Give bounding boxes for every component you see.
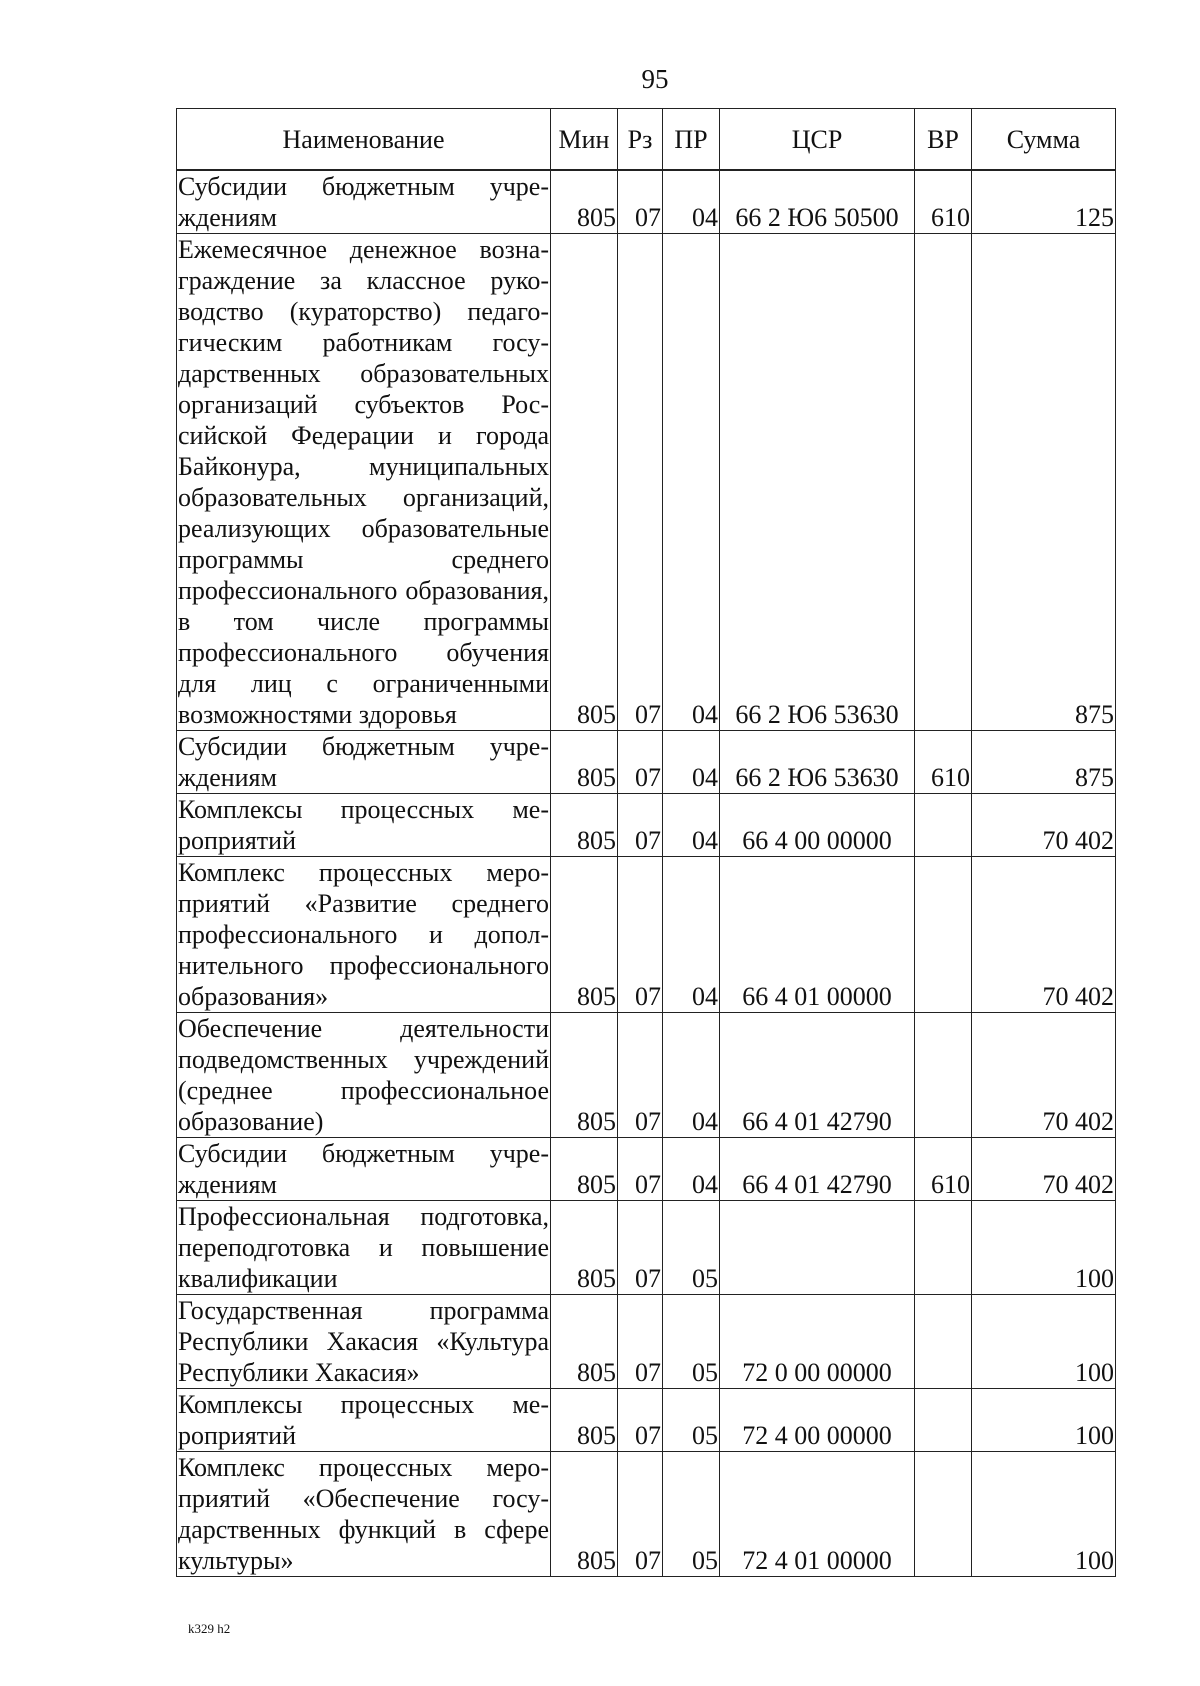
header-vr: ВР [915, 109, 972, 171]
header-name: Наименование [177, 109, 551, 171]
cell-name: Обеспечение деятельности подведомственных учреждений (среднее профессиональное образование) [178, 1014, 549, 1136]
cell-rz: 07 [618, 1295, 663, 1389]
cell-min: 805 [551, 1201, 618, 1295]
cell-csr: 66 2 Ю6 53630 [720, 234, 915, 731]
cell-sum: 125 [972, 170, 1116, 234]
header-pr: ПР [663, 109, 720, 171]
cell-pr: 04 [663, 1013, 720, 1138]
table-row [177, 794, 1116, 857]
cell-name: Комплексы процессных мероприятий [178, 1390, 549, 1450]
header-rz: Рз [618, 109, 663, 171]
cell-csr: 72 4 01 00000 [720, 1452, 915, 1577]
cell-name: Государственная программа Республики Хакасия «Культура Республики Хакасия» [178, 1296, 549, 1387]
cell-min: 805 [551, 1452, 618, 1577]
cell-rz: 07 [618, 170, 663, 234]
cell-min: 805 [551, 170, 618, 234]
cell-csr: 66 4 01 42790 [720, 1013, 915, 1138]
cell-pr: 05 [663, 1389, 720, 1452]
cell-pr: 04 [663, 731, 720, 794]
cell-sum: 70 402 [972, 1013, 1116, 1138]
cell-vr [915, 1013, 972, 1138]
cell-vr [915, 1389, 972, 1452]
table-row [177, 731, 1116, 794]
cell-min: 805 [551, 1295, 618, 1389]
cell-vr: 610 [915, 1138, 972, 1201]
cell-pr: 04 [663, 794, 720, 857]
cell-sum: 875 [972, 234, 1116, 731]
cell-rz: 07 [618, 794, 663, 857]
cell-pr: 04 [663, 857, 720, 1013]
table-row [177, 1138, 1116, 1201]
cell-min: 805 [551, 234, 618, 731]
cell-sum: 70 402 [972, 1138, 1116, 1201]
cell-rz: 07 [618, 1201, 663, 1295]
cell-min: 805 [551, 1138, 618, 1201]
table-row [177, 234, 1116, 731]
cell-sum: 100 [972, 1389, 1116, 1452]
cell-sum: 875 [972, 731, 1116, 794]
cell-vr: 610 [915, 170, 972, 234]
cell-rz: 07 [618, 1452, 663, 1577]
table-row [177, 1389, 1116, 1452]
table-body [177, 170, 1116, 1577]
cell-pr: 05 [663, 1295, 720, 1389]
cell-vr: 610 [915, 731, 972, 794]
cell-name: Комплекс процессных мероприятий «Развитие среднего профессионального и дополнительного профессионального образования» [178, 858, 549, 1011]
cell-csr [720, 1201, 915, 1295]
cell-pr: 04 [663, 234, 720, 731]
cell-vr [915, 857, 972, 1013]
cell-sum: 70 402 [972, 857, 1116, 1013]
cell-sum: 100 [972, 1452, 1116, 1577]
cell-csr: 66 4 00 00000 [720, 794, 915, 857]
cell-min: 805 [551, 794, 618, 857]
cell-vr [915, 1201, 972, 1295]
table-row [177, 1452, 1116, 1577]
cell-sum: 100 [972, 1295, 1116, 1389]
cell-min: 805 [551, 731, 618, 794]
table-row [177, 857, 1116, 1013]
footer-code: k329 h2 [188, 1621, 231, 1636]
cell-rz: 07 [618, 1138, 663, 1201]
cell-min: 805 [551, 1389, 618, 1452]
cell-name: Субсидии бюджетным учреждениям [178, 172, 549, 232]
budget-table [176, 108, 1116, 1577]
cell-vr [915, 234, 972, 731]
cell-csr: 66 2 Ю6 50500 [720, 170, 915, 234]
cell-name: Профессиональная подготовка, переподготовка и повышение квалификации [178, 1202, 549, 1293]
cell-vr [915, 1295, 972, 1389]
cell-rz: 07 [618, 1389, 663, 1452]
header-csr: ЦСР [720, 109, 915, 171]
cell-rz: 07 [618, 857, 663, 1013]
cell-name: Комплекс процессных мероприятий «Обеспечение государственных функций в сфере культуры» [178, 1453, 549, 1575]
header-min: Мин [551, 109, 618, 171]
cell-csr: 66 2 Ю6 53630 [720, 731, 915, 794]
cell-pr: 04 [663, 1138, 720, 1201]
cell-vr [915, 794, 972, 857]
cell-csr: 66 4 01 00000 [720, 857, 915, 1013]
cell-csr: 72 0 00 00000 [720, 1295, 915, 1389]
cell-pr: 05 [663, 1201, 720, 1295]
cell-min: 805 [551, 1013, 618, 1138]
table-row [177, 1013, 1116, 1138]
cell-pr: 05 [663, 1452, 720, 1577]
cell-name: Субсидии бюджетным учреждениям [178, 1139, 549, 1199]
cell-name: Ежемесячное денежное вознаграждение за классное руководство (кураторство) педагогическим работникам государственных образовательных организаций субъектов Российской Федерации и города Байконура, муниципальных образовательных организаций, реализующих образовательные программы среднего профессионального образования, в том числе программы профессионального обучения для лиц с ограниченными возможностями здоровья [178, 235, 549, 729]
cell-name: Комплексы процессных мероприятий [178, 795, 549, 855]
cell-csr: 66 4 01 42790 [720, 1138, 915, 1201]
page-number: 95 [641, 64, 669, 94]
cell-sum: 70 402 [972, 794, 1116, 857]
cell-sum: 100 [972, 1201, 1116, 1295]
table-row [177, 1295, 1116, 1389]
cell-rz: 07 [618, 234, 663, 731]
cell-csr: 72 4 00 00000 [720, 1389, 915, 1452]
cell-name: Субсидии бюджетным учреждениям [178, 732, 549, 792]
cell-pr: 04 [663, 170, 720, 234]
cell-rz: 07 [618, 731, 663, 794]
table-row [177, 1201, 1116, 1295]
table-row [177, 170, 1116, 234]
cell-min: 805 [551, 857, 618, 1013]
cell-vr [915, 1452, 972, 1577]
table-header-row [177, 109, 1116, 171]
cell-rz: 07 [618, 1013, 663, 1138]
header-sum: Сумма [972, 109, 1116, 171]
